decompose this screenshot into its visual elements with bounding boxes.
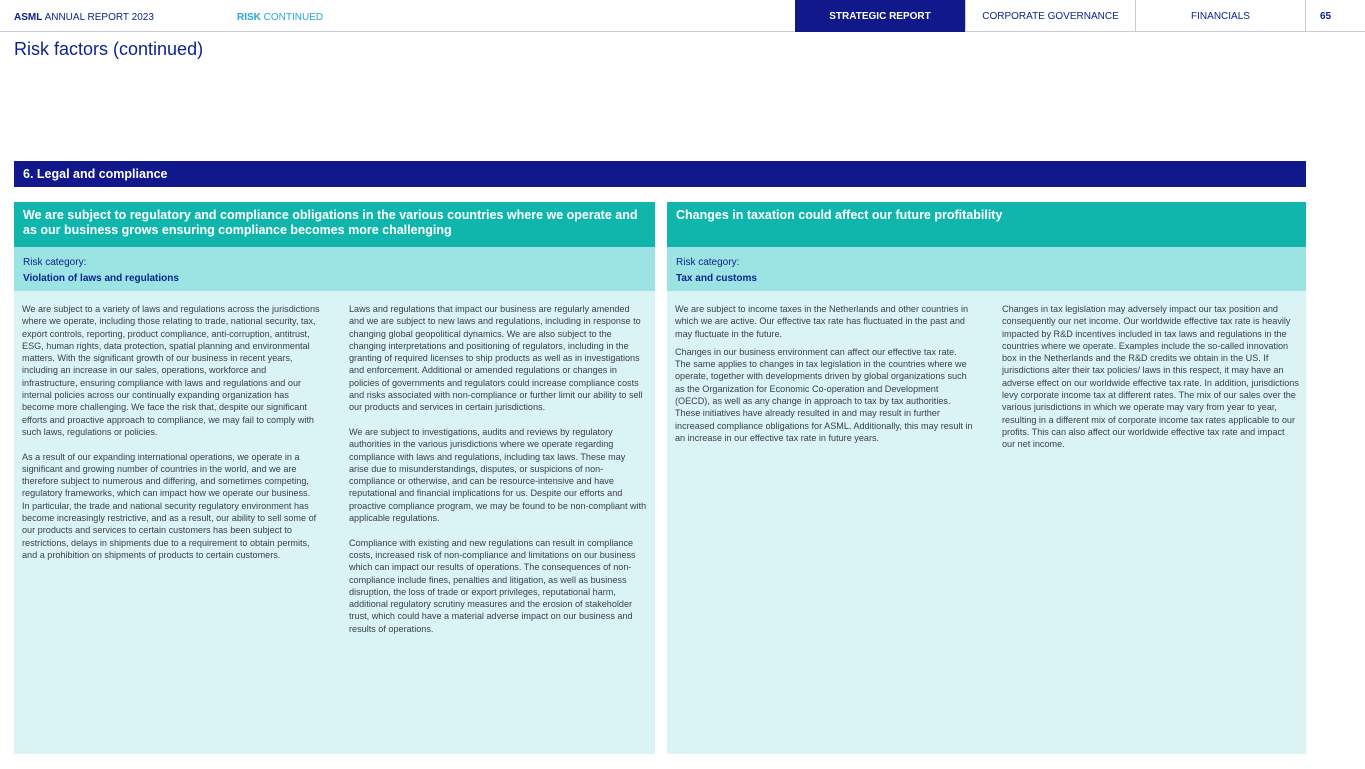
- page-title: Risk factors (continued): [14, 39, 204, 59]
- paragraph: We are subject to investigations, audits and reviews by regulatory authorities in the various jurisdictions where we operate regarding compliance with laws and regulations, including tax laws. These may arise due to misunderstandings, disputes, or suspicions of non-compliance or otherwise, and can be resource-intensive and have reputational and financial implications for us. Despite our efforts and proactive compliance program, we may be found to be non-compliant with applicable regulations.: [349, 426, 647, 524]
- risk-card-title: Changes in taxation could affect our future profitability: [667, 202, 1306, 247]
- section-name: RISK: [237, 12, 261, 23]
- paragraph: We are subject to income taxes in the Netherlands and other countries in which we are active. Our effective tax rate has fluctuated in the past and may fluctuate in the future.: [675, 304, 969, 339]
- tab-corporate-governance[interactable]: CORPORATE GOVERNANCE: [965, 0, 1135, 32]
- section-breadcrumb: [237, 12, 323, 23]
- tab-financials[interactable]: FINANCIALS: [1135, 0, 1305, 32]
- paragraph: As a result of our expanding international operations, we operate in a significant and growing number of countries in the world, and we are therefore subject to numerous and differing, and sometimes competing, regulatory frameworks, which can impact how we operate our business. In particular, the trade and national security regulatory environment has become increasingly restrictive, and as a result, our ability to sell some of our products and services to certain customers has been subject to restrictions, delays in shipments due to a requirement to obtain permits, and a prohibition on shipments of products to certain customers.: [22, 451, 317, 560]
- risk-card-title: We are subject to regulatory and compliance obligations in the various countries where we operate and as our business grows ensuring compliance becomes more challenging: [14, 202, 655, 247]
- text-column-right: [1002, 303, 1300, 463]
- risk-category-label: Risk category:: [23, 257, 87, 268]
- paragraph: Compliance with existing and new regulations can result in compliance costs, increased risk of non-compliance and limitations on our business which can impact our results of operations. The consequences of non-compliance include fines, penalties and litigation, as well as business disruption, the loss of trade or export privileges, reputational harm, additional regulatory scrutiny measures and the erosion of stakeholder trust, which could have a material adverse impact on our business and results of operations.: [349, 537, 636, 634]
- text-column-right: [349, 303, 647, 647]
- paragraph: We are subject to a variety of laws and regulations across the jurisdictions where we operate, including those relating to trade, national security, tax, export controls, reporting, product compliance, anti-corruption, antitrust, ESG, human rights, data protection, spatial planning and environmental matters. With the significant growth of our business in recent years, including an increase in our sales, operations, workforce and infrastructure, ensuring compliance with laws and regulations and our internal policies across our continually expanding organization has become more challenging. We face the risk that, despite our significant efforts and proactive approach to compliance, we may fail to comply with such laws, regulations or policies.: [22, 304, 320, 437]
- paragraph: Changes in tax legislation may adversely impact our tax position and consequently our net income. Our worldwide effective tax rate is heavily impacted by R&D incentives included in tax laws and regulations in the countries where we operate. Examples include the so-called innovation box in the Netherlands and the R&D credits we obtain in the US. If jurisdictions alter their tax policies/ laws in this respect, it may have an adverse effect on our worldwide effective tax rate. In addition, jurisdictions levy corporate income tax at different rates. The mix of our sales over the various jurisdictions in which we operate may vary from year to year, resulting in a different mix of corporate income tax rates applicable to our profits. This can also affect our worldwide effective tax rate and impact our net income.: [1002, 304, 1299, 450]
- paragraph: Changes in our business environment can affect our effective tax rate. The same applies to changes in tax legislation in the countries where we operate, together with developments driven by global organizations such as the Organization for Economic Co-operation and Development (OECD), as well as any change in approach to tax by tax authorities. These initiatives have already resulted in and may result in further increased compliance obligations for ASML. Additionally, this may result in an increase in our effective tax rate in future years.: [675, 346, 973, 443]
- risk-card-taxation: [667, 202, 1306, 754]
- section-suffix: CONTINUED: [260, 12, 324, 23]
- tab-strategic-report[interactable]: STRATEGIC REPORT: [795, 0, 965, 32]
- risk-category-value: Violation of laws and regulations: [23, 273, 179, 284]
- text-column-left: [22, 303, 320, 574]
- report-brand: [14, 12, 154, 23]
- brand-name: ASML: [14, 12, 43, 23]
- risk-category: [667, 247, 1306, 291]
- risk-card-regulatory: [14, 202, 655, 754]
- top-navigation-bar: [0, 0, 1365, 32]
- paragraph: Laws and regulations that impact our business are regularly amended and we are subject to new laws and regulations, including in response to changing global geopolitical dynamics. We are also subject to the changing interpretations and positioning of regulators, including in the granting of required licenses to ship products as well as in investigations and enforcement. Additional or amended regulations or changes in policies of governments and regulators could increase compliance costs and risks associated with non-compliance or further limit our ability to sell our products and services in certain jurisdictions.: [349, 304, 643, 413]
- risk-category-label: Risk category:: [676, 257, 740, 268]
- section-heading: 6. Legal and compliance: [14, 161, 1306, 187]
- page-number: 65: [1305, 0, 1365, 32]
- risk-category: [14, 247, 655, 291]
- report-name: ANNUAL REPORT 2023: [42, 12, 154, 23]
- text-column-left: [675, 303, 973, 457]
- risk-category-value: Tax and customs: [676, 273, 757, 284]
